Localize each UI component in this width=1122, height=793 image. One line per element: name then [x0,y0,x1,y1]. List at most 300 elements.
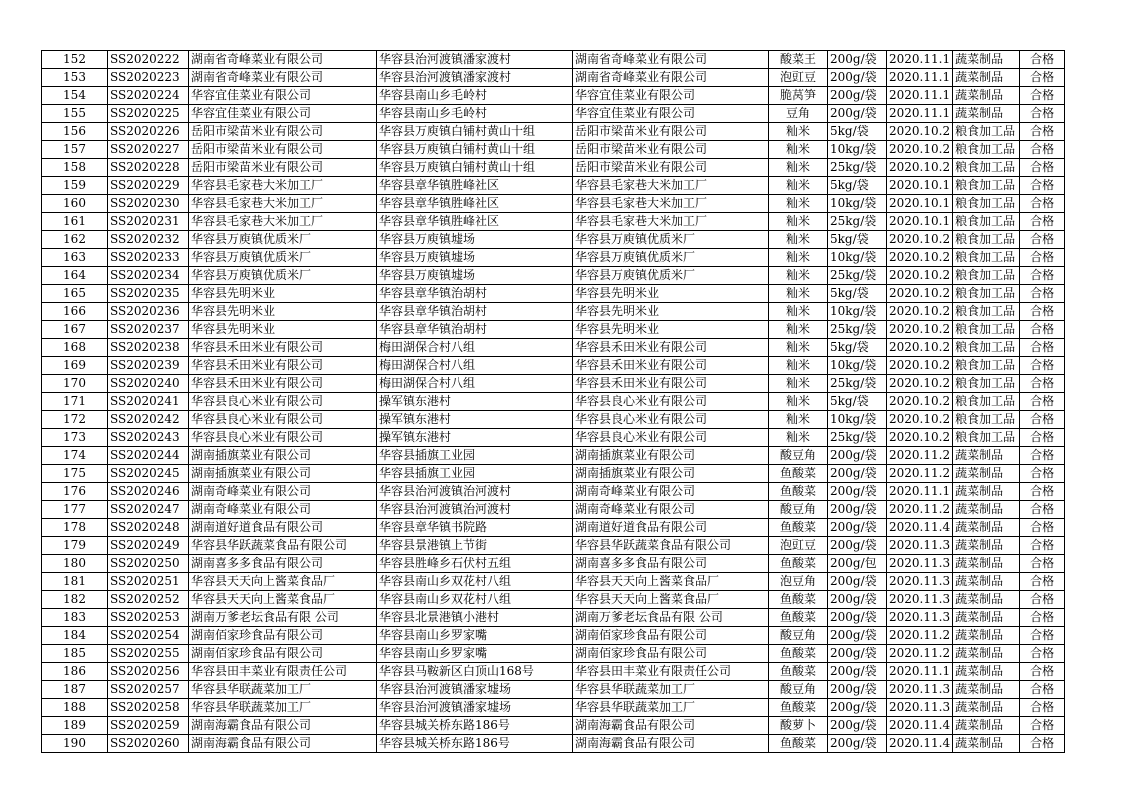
sample-code-cell: SS2020248 [108,519,189,537]
production-date-cell: 2020.11.3 [887,573,953,591]
sample-code-cell: SS2020238 [108,339,189,357]
product-spec-cell: 10kg/袋 [828,249,887,267]
company-address-cell: 华容县章华镇胜峰社区 [377,213,573,231]
row-number-cell: 189 [42,717,108,735]
company-address-cell: 华容县章华镇治胡村 [377,285,573,303]
manufacturer-name-cell: 华容县先明米业 [573,303,769,321]
sample-code-cell: SS2020258 [108,699,189,717]
inspection-result-cell: 合格 [1020,429,1065,447]
company-name-cell: 华容县华联蔬菜加工厂 [189,681,377,699]
company-address-cell: 华容县南山乡双花村八组 [377,573,573,591]
table-row [42,645,1065,663]
company-name-cell: 湖南海霸食品有限公司 [189,735,377,753]
company-address-cell: 华容县万庾镇墟场 [377,267,573,285]
manufacturer-name-cell: 湖南万爹老坛食品有限 公司 [573,609,769,627]
product-name-cell: 泡豆角 [769,573,828,591]
company-address-cell: 华容县万庾镇白铺村黄山十组 [377,123,573,141]
product-name-cell: 酸萝卜 [769,717,828,735]
manufacturer-name-cell: 华容县先明米业 [573,321,769,339]
row-number-cell: 185 [42,645,108,663]
company-name-cell: 华容县毛家巷大米加工厂 [189,195,377,213]
product-spec-cell: 200g/袋 [828,465,887,483]
food-category-cell: 蔬菜制品 [953,627,1020,645]
food-category-cell: 粮食加工品 [953,177,1020,195]
product-name-cell: 豆角 [769,105,828,123]
inspection-result-cell: 合格 [1020,483,1065,501]
product-spec-cell: 200g/袋 [828,681,887,699]
row-number-cell: 184 [42,627,108,645]
manufacturer-name-cell: 华容县华跃蔬菜食品有限公司 [573,537,769,555]
manufacturer-name-cell: 华容县毛家巷大米加工厂 [573,213,769,231]
company-address-cell: 华容县万庾镇白铺村黄山十组 [377,141,573,159]
food-category-cell: 粮食加工品 [953,231,1020,249]
product-spec-cell: 10kg/袋 [828,357,887,375]
company-name-cell: 华容县先明米业 [189,285,377,303]
table-row [42,627,1065,645]
food-category-cell: 蔬菜制品 [953,681,1020,699]
sample-code-cell: SS2020228 [108,159,189,177]
product-name-cell: 酸豆角 [769,501,828,519]
sample-code-cell: SS2020240 [108,375,189,393]
row-number-cell: 155 [42,105,108,123]
row-number-cell: 168 [42,339,108,357]
inspection-result-cell: 合格 [1020,159,1065,177]
production-date-cell: 2020.11.1 [887,51,953,69]
manufacturer-name-cell: 华容县良心米业有限公司 [573,411,769,429]
company-address-cell: 华容县插旗工业园 [377,465,573,483]
production-date-cell: 2020.10.1 [887,195,953,213]
company-address-cell: 华容县南山乡罗家嘴 [377,645,573,663]
company-name-cell: 岳阳市梁苗米业有限公司 [189,159,377,177]
product-name-cell: 籼米 [769,375,828,393]
company-address-cell: 华容县景港镇上节街 [377,537,573,555]
company-name-cell: 华容县先明米业 [189,321,377,339]
product-name-cell: 鱼酸菜 [769,465,828,483]
table-row [42,573,1065,591]
manufacturer-name-cell: 华容县华联蔬菜加工厂 [573,699,769,717]
product-name-cell: 籼米 [769,411,828,429]
row-number-cell: 181 [42,573,108,591]
production-date-cell: 2020.10.2 [887,141,953,159]
product-spec-cell: 5kg/袋 [828,339,887,357]
row-number-cell: 187 [42,681,108,699]
inspection-result-cell: 合格 [1020,231,1065,249]
production-date-cell: 2020.11.3 [887,591,953,609]
sample-code-cell: SS2020234 [108,267,189,285]
production-date-cell: 2020.11.2 [887,447,953,465]
food-category-cell: 蔬菜制品 [953,663,1020,681]
product-name-cell: 鱼酸菜 [769,483,828,501]
food-category-cell: 蔬菜制品 [953,735,1020,753]
company-name-cell: 华容县禾田米业有限公司 [189,339,377,357]
table-row [42,231,1065,249]
row-number-cell: 178 [42,519,108,537]
production-date-cell: 2020.10.1 [887,213,953,231]
company-address-cell: 华容县南山乡罗家嘴 [377,627,573,645]
company-address-cell: 华容县治河渡镇治河渡村 [377,501,573,519]
table-row [42,195,1065,213]
manufacturer-name-cell: 湖南省奇峰菜业有限公司 [573,69,769,87]
product-spec-cell: 200g/袋 [828,69,887,87]
company-name-cell: 湖南喜多多食品有限公司 [189,555,377,573]
production-date-cell: 2020.10.2 [887,357,953,375]
food-category-cell: 蔬菜制品 [953,537,1020,555]
product-name-cell: 脆莴笋 [769,87,828,105]
food-category-cell: 蔬菜制品 [953,483,1020,501]
sample-code-cell: SS2020247 [108,501,189,519]
food-category-cell: 蔬菜制品 [953,51,1020,69]
company-name-cell: 湖南插旗菜业有限公司 [189,465,377,483]
food-category-cell: 粮食加工品 [953,339,1020,357]
product-spec-cell: 200g/袋 [828,51,887,69]
table-row [42,51,1065,69]
table-row [42,699,1065,717]
product-name-cell: 泡豇豆 [769,69,828,87]
sample-code-cell: SS2020233 [108,249,189,267]
company-name-cell: 华容县华联蔬菜加工厂 [189,699,377,717]
production-date-cell: 2020.10.2 [887,393,953,411]
food-category-cell: 粮食加工品 [953,195,1020,213]
production-date-cell: 2020.10.2 [887,159,953,177]
table-row [42,213,1065,231]
row-number-cell: 188 [42,699,108,717]
inspection-result-cell: 合格 [1020,69,1065,87]
company-address-cell: 华容县南山乡双花村八组 [377,591,573,609]
product-name-cell: 籼米 [769,285,828,303]
manufacturer-name-cell: 岳阳市梁苗米业有限公司 [573,123,769,141]
inspection-result-cell: 合格 [1020,537,1065,555]
product-spec-cell: 5kg/袋 [828,393,887,411]
company-name-cell: 湖南插旗菜业有限公司 [189,447,377,465]
manufacturer-name-cell: 湖南省奇峰菜业有限公司 [573,51,769,69]
company-name-cell: 湖南海霸食品有限公司 [189,717,377,735]
food-category-cell: 粮食加工品 [953,357,1020,375]
manufacturer-name-cell: 湖南奇峰菜业有限公司 [573,501,769,519]
food-category-cell: 蔬菜制品 [953,501,1020,519]
product-spec-cell: 200g/袋 [828,483,887,501]
manufacturer-name-cell: 华容县华联蔬菜加工厂 [573,681,769,699]
inspection-result-cell: 合格 [1020,573,1065,591]
inspection-result-cell: 合格 [1020,339,1065,357]
production-date-cell: 2020.11.4 [887,519,953,537]
company-name-cell: 华容县万庾镇优质米厂 [189,231,377,249]
table-row [42,69,1065,87]
product-name-cell: 籼米 [769,267,828,285]
product-name-cell: 籼米 [769,339,828,357]
sample-code-cell: SS2020232 [108,231,189,249]
production-date-cell: 2020.10.2 [887,267,953,285]
manufacturer-name-cell: 华容宜佳菜业有限公司 [573,105,769,123]
company-address-cell: 华容县南山乡毛岭村 [377,87,573,105]
inspection-result-cell: 合格 [1020,519,1065,537]
manufacturer-name-cell: 华容县良心米业有限公司 [573,393,769,411]
sample-code-cell: SS2020246 [108,483,189,501]
food-category-cell: 粮食加工品 [953,249,1020,267]
food-category-cell: 粮食加工品 [953,267,1020,285]
product-spec-cell: 200g/袋 [828,87,887,105]
company-name-cell: 华容县田丰菜业有限责任公司 [189,663,377,681]
company-name-cell: 湖南佰家珍食品有限公司 [189,627,377,645]
company-address-cell: 梅田湖保合村八组 [377,375,573,393]
table-row [42,609,1065,627]
food-category-cell: 蔬菜制品 [953,447,1020,465]
inspection-result-cell: 合格 [1020,411,1065,429]
company-name-cell: 华容县万庾镇优质米厂 [189,249,377,267]
product-spec-cell: 25kg/袋 [828,159,887,177]
company-address-cell: 操军镇东港村 [377,411,573,429]
table-row [42,303,1065,321]
production-date-cell: 2020.11.2 [887,627,953,645]
sample-code-cell: SS2020249 [108,537,189,555]
inspection-result-cell: 合格 [1020,51,1065,69]
product-spec-cell: 200g/袋 [828,105,887,123]
sample-code-cell: SS2020225 [108,105,189,123]
product-spec-cell: 200g/袋 [828,519,887,537]
company-address-cell: 华容县万庾镇墟场 [377,249,573,267]
inspection-result-cell: 合格 [1020,735,1065,753]
company-name-cell: 华容县万庾镇优质米厂 [189,267,377,285]
food-category-cell: 粮食加工品 [953,429,1020,447]
row-number-cell: 159 [42,177,108,195]
food-category-cell: 粮食加工品 [953,303,1020,321]
product-spec-cell: 10kg/袋 [828,195,887,213]
table-row [42,159,1065,177]
row-number-cell: 176 [42,483,108,501]
table-body [42,51,1065,753]
sample-code-cell: SS2020256 [108,663,189,681]
company-name-cell: 华容县华跃蔬菜食品有限公司 [189,537,377,555]
row-number-cell: 167 [42,321,108,339]
sample-code-cell: SS2020235 [108,285,189,303]
production-date-cell: 2020.11.3 [887,681,953,699]
manufacturer-name-cell: 华容县万庾镇优质米厂 [573,249,769,267]
food-category-cell: 粮食加工品 [953,123,1020,141]
inspection-result-cell: 合格 [1020,177,1065,195]
production-date-cell: 2020.11.1 [887,87,953,105]
inspection-result-cell: 合格 [1020,213,1065,231]
inspection-result-cell: 合格 [1020,285,1065,303]
company-address-cell: 梅田湖保合村八组 [377,339,573,357]
product-spec-cell: 200g/袋 [828,501,887,519]
sample-code-cell: SS2020223 [108,69,189,87]
table-row [42,429,1065,447]
product-name-cell: 鱼酸菜 [769,699,828,717]
food-category-cell: 粮食加工品 [953,375,1020,393]
company-name-cell: 华容县禾田米业有限公司 [189,375,377,393]
product-name-cell: 鱼酸菜 [769,555,828,573]
table-row [42,537,1065,555]
sample-code-cell: SS2020243 [108,429,189,447]
table-row [42,87,1065,105]
inspection-result-cell: 合格 [1020,663,1065,681]
manufacturer-name-cell: 湖南插旗菜业有限公司 [573,465,769,483]
manufacturer-name-cell: 华容县禾田米业有限公司 [573,339,769,357]
production-date-cell: 2020.10.2 [887,429,953,447]
product-name-cell: 籼米 [769,429,828,447]
table-row [42,411,1065,429]
food-category-cell: 粮食加工品 [953,411,1020,429]
product-spec-cell: 10kg/袋 [828,411,887,429]
production-date-cell: 2020.10.2 [887,339,953,357]
product-name-cell: 鱼酸菜 [769,735,828,753]
food-category-cell: 粮食加工品 [953,393,1020,411]
company-address-cell: 华容县章华镇书院路 [377,519,573,537]
product-name-cell: 籼米 [769,303,828,321]
sampling-results-table [41,50,1065,753]
manufacturer-name-cell: 华容县天天向上酱菜食品厂 [573,591,769,609]
sample-code-cell: SS2020244 [108,447,189,465]
table-row [42,519,1065,537]
row-number-cell: 158 [42,159,108,177]
company-address-cell: 华容县南山乡毛岭村 [377,105,573,123]
product-name-cell: 鱼酸菜 [769,663,828,681]
manufacturer-name-cell: 湖南海霸食品有限公司 [573,735,769,753]
company-name-cell: 湖南佰家珍食品有限公司 [189,645,377,663]
company-address-cell: 华容县章华镇胜峰社区 [377,177,573,195]
company-name-cell: 华容县禾田米业有限公司 [189,357,377,375]
row-number-cell: 170 [42,375,108,393]
table-row [42,735,1065,753]
company-address-cell: 梅田湖保合村八组 [377,357,573,375]
row-number-cell: 179 [42,537,108,555]
inspection-result-cell: 合格 [1020,645,1065,663]
production-date-cell: 2020.11.2 [887,645,953,663]
company-address-cell: 华容县北景港镇小港村 [377,609,573,627]
row-number-cell: 164 [42,267,108,285]
production-date-cell: 2020.10.2 [887,375,953,393]
product-name-cell: 酸豆角 [769,681,828,699]
manufacturer-name-cell: 华容县禾田米业有限公司 [573,375,769,393]
production-date-cell: 2020.11.2 [887,501,953,519]
table-row [42,393,1065,411]
row-number-cell: 182 [42,591,108,609]
product-spec-cell: 25kg/袋 [828,375,887,393]
product-name-cell: 泡豇豆 [769,537,828,555]
product-spec-cell: 200g/袋 [828,609,887,627]
production-date-cell: 2020.11.1 [887,105,953,123]
manufacturer-name-cell: 岳阳市梁苗米业有限公司 [573,141,769,159]
company-address-cell: 华容县城关桥东路186号 [377,735,573,753]
product-name-cell: 鱼酸菜 [769,519,828,537]
production-date-cell: 2020.11.2 [887,465,953,483]
product-name-cell: 鱼酸菜 [769,609,828,627]
food-category-cell: 蔬菜制品 [953,555,1020,573]
company-address-cell: 华容县章华镇治胡村 [377,303,573,321]
company-name-cell: 华容县毛家巷大米加工厂 [189,177,377,195]
food-category-cell: 粮食加工品 [953,321,1020,339]
table-row [42,123,1065,141]
row-number-cell: 156 [42,123,108,141]
inspection-result-cell: 合格 [1020,465,1065,483]
manufacturer-name-cell: 华容宜佳菜业有限公司 [573,87,769,105]
product-spec-cell: 10kg/袋 [828,141,887,159]
manufacturer-name-cell: 湖南海霸食品有限公司 [573,717,769,735]
company-name-cell: 湖南省奇峰菜业有限公司 [189,69,377,87]
company-address-cell: 华容县治河渡镇治河渡村 [377,483,573,501]
company-address-cell: 操军镇东港村 [377,429,573,447]
inspection-result-cell: 合格 [1020,681,1065,699]
production-date-cell: 2020.11.4 [887,735,953,753]
row-number-cell: 174 [42,447,108,465]
sample-code-cell: SS2020251 [108,573,189,591]
food-category-cell: 粮食加工品 [953,285,1020,303]
manufacturer-name-cell: 华容县田丰菜业有限责任公司 [573,663,769,681]
company-name-cell: 华容县先明米业 [189,303,377,321]
company-address-cell: 华容县治河渡镇潘家渡村 [377,69,573,87]
product-spec-cell: 200g/袋 [828,591,887,609]
company-address-cell: 华容县章华镇治胡村 [377,321,573,339]
manufacturer-name-cell: 岳阳市梁苗米业有限公司 [573,159,769,177]
row-number-cell: 162 [42,231,108,249]
company-address-cell: 华容县治河渡镇潘家墟场 [377,681,573,699]
product-name-cell: 籼米 [769,141,828,159]
food-category-cell: 蔬菜制品 [953,87,1020,105]
sample-code-cell: SS2020231 [108,213,189,231]
inspection-result-cell: 合格 [1020,195,1065,213]
manufacturer-name-cell: 华容县毛家巷大米加工厂 [573,195,769,213]
row-number-cell: 172 [42,411,108,429]
company-name-cell: 华容宜佳菜业有限公司 [189,105,377,123]
product-spec-cell: 25kg/袋 [828,429,887,447]
production-date-cell: 2020.10.2 [887,249,953,267]
row-number-cell: 190 [42,735,108,753]
production-date-cell: 2020.10.2 [887,411,953,429]
product-spec-cell: 25kg/袋 [828,321,887,339]
row-number-cell: 177 [42,501,108,519]
inspection-result-cell: 合格 [1020,393,1065,411]
table-row [42,177,1065,195]
inspection-result-cell: 合格 [1020,699,1065,717]
inspection-result-cell: 合格 [1020,105,1065,123]
manufacturer-name-cell: 华容县天天向上酱菜食品厂 [573,573,769,591]
sample-code-cell: SS2020242 [108,411,189,429]
inspection-result-cell: 合格 [1020,717,1065,735]
row-number-cell: 175 [42,465,108,483]
food-category-cell: 蔬菜制品 [953,699,1020,717]
production-date-cell: 2020.11.1 [887,69,953,87]
food-category-cell: 蔬菜制品 [953,645,1020,663]
inspection-result-cell: 合格 [1020,591,1065,609]
manufacturer-name-cell: 华容县禾田米业有限公司 [573,357,769,375]
row-number-cell: 169 [42,357,108,375]
row-number-cell: 157 [42,141,108,159]
food-category-cell: 粮食加工品 [953,213,1020,231]
sample-code-cell: SS2020237 [108,321,189,339]
manufacturer-name-cell: 湖南佰家珍食品有限公司 [573,645,769,663]
table-row [42,249,1065,267]
product-name-cell: 酸豆角 [769,447,828,465]
sample-code-cell: SS2020226 [108,123,189,141]
sample-code-cell: SS2020255 [108,645,189,663]
row-number-cell: 186 [42,663,108,681]
production-date-cell: 2020.11.3 [887,699,953,717]
sample-code-cell: SS2020224 [108,87,189,105]
product-name-cell: 酸豆角 [769,627,828,645]
inspection-result-cell: 合格 [1020,447,1065,465]
food-category-cell: 蔬菜制品 [953,519,1020,537]
food-category-cell: 蔬菜制品 [953,573,1020,591]
table-row [42,267,1065,285]
table-row [42,591,1065,609]
product-name-cell: 籼米 [769,213,828,231]
production-date-cell: 2020.11.1 [887,483,953,501]
food-category-cell: 蔬菜制品 [953,717,1020,735]
product-name-cell: 籼米 [769,177,828,195]
production-date-cell: 2020.11.4 [887,717,953,735]
manufacturer-name-cell: 华容县万庾镇优质米厂 [573,231,769,249]
company-name-cell: 华容县天天向上酱菜食品厂 [189,573,377,591]
company-name-cell: 湖南奇峰菜业有限公司 [189,483,377,501]
